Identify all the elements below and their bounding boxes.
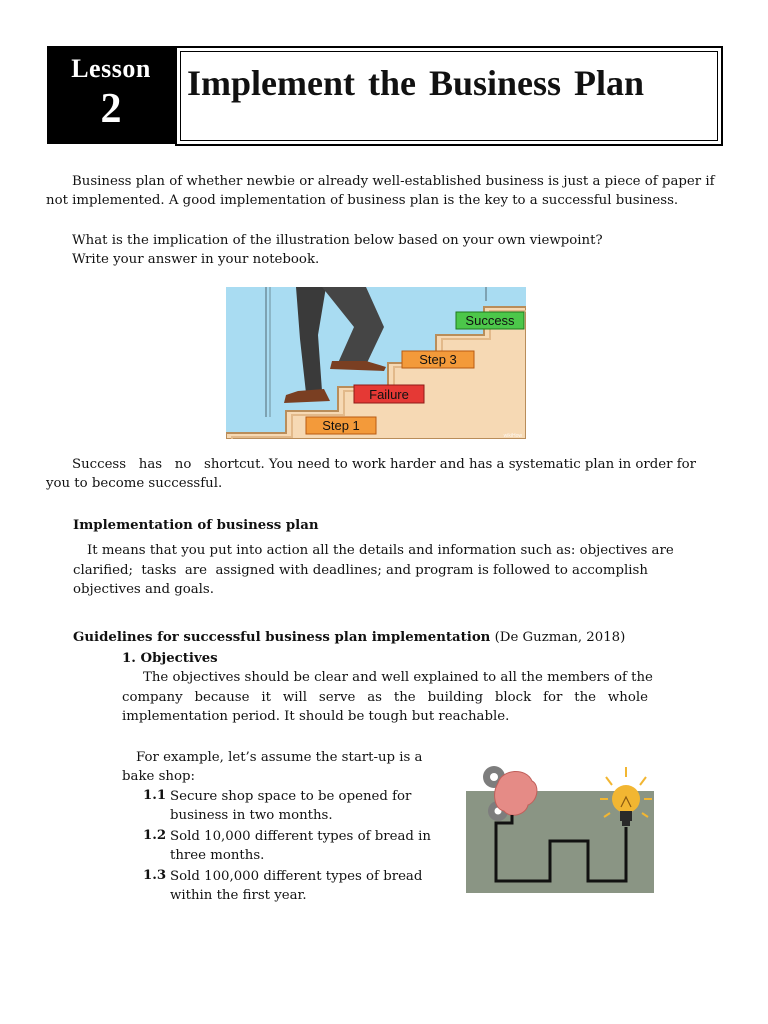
- lesson-number: 2: [100, 86, 122, 132]
- list-item-line: three months.: [170, 848, 265, 863]
- page-title: Implement the Business Plan: [187, 63, 645, 103]
- list-item-line: business in two months.: [170, 808, 333, 823]
- label-failure: Failure: [369, 387, 409, 402]
- objectives-line-2: company because it will serve as the building block for the whole: [122, 690, 648, 705]
- list-item-line: Secure shop space to be opened for: [170, 789, 412, 804]
- intro-line-1: Business plan of whether newbie or already well-established business is just a piece of paper if: [72, 174, 715, 189]
- objectives-line-1: The objectives should be clear and well explained to all the members of the: [143, 670, 653, 685]
- success-line-2: you to become successful.: [46, 476, 223, 491]
- label-success: Success: [465, 313, 515, 328]
- stairs-illustration: [226, 287, 526, 439]
- title-frame: [175, 46, 723, 146]
- lesson-badge: [47, 46, 175, 144]
- objectives-label-row: [122, 649, 218, 669]
- list-item-number: 1.2: [143, 828, 167, 843]
- label-step-3: Step 3: [419, 352, 457, 367]
- example-line-1: For example, let’s assume the start-up is a: [136, 750, 423, 765]
- list-item-number: 1.1: [143, 788, 167, 803]
- item-number: 1.: [122, 651, 136, 666]
- guidelines-heading: Guidelines for successful business plan implementation: [73, 630, 491, 645]
- list-item-line: Sold 100,000 different types of bread: [170, 869, 423, 884]
- brain-bulb-svg: [466, 763, 654, 893]
- success-line-1: Success has no shortcut. You need to work harder and has a systematic plan in order for: [72, 457, 697, 472]
- question-line-1: What is the implication of the illustration below based on your own viewpoint?: [72, 233, 603, 248]
- list-item-line: Sold 10,000 different types of bread in: [170, 829, 431, 844]
- guidelines-citation: (De Guzman, 2018): [494, 630, 626, 645]
- lesson-label: Lesson: [71, 54, 151, 83]
- implementation-line-2: clarified; tasks are assigned with deadlines; and program is followed to accomplish: [73, 563, 648, 578]
- label-step-1: Step 1: [322, 418, 360, 433]
- implementation-heading: Implementation of business plan: [73, 518, 319, 533]
- implementation-line-1: It means that you put into action all the details and information such as: objectives are: [87, 543, 674, 558]
- example-line-2: bake shop:: [122, 769, 195, 784]
- list-item-number: 1.3: [143, 868, 167, 883]
- guidelines-heading-row: [73, 628, 625, 648]
- objectives-title: Objectives: [140, 651, 218, 666]
- implementation-line-3: objectives and goals.: [73, 582, 214, 597]
- brain-to-bulb-illustration: [466, 763, 654, 893]
- list-item-line: within the first year.: [170, 888, 307, 903]
- svg-text:wikiHow: wikiHow: [503, 433, 522, 439]
- question-line-2: Write your answer in your notebook.: [72, 252, 320, 267]
- stairs-svg: [226, 287, 526, 439]
- objectives-line-3: implementation period. It should be tough but reachable.: [122, 709, 510, 724]
- intro-line-2: not implemented. A good implementation of business plan is the key to a successful business.: [46, 193, 679, 208]
